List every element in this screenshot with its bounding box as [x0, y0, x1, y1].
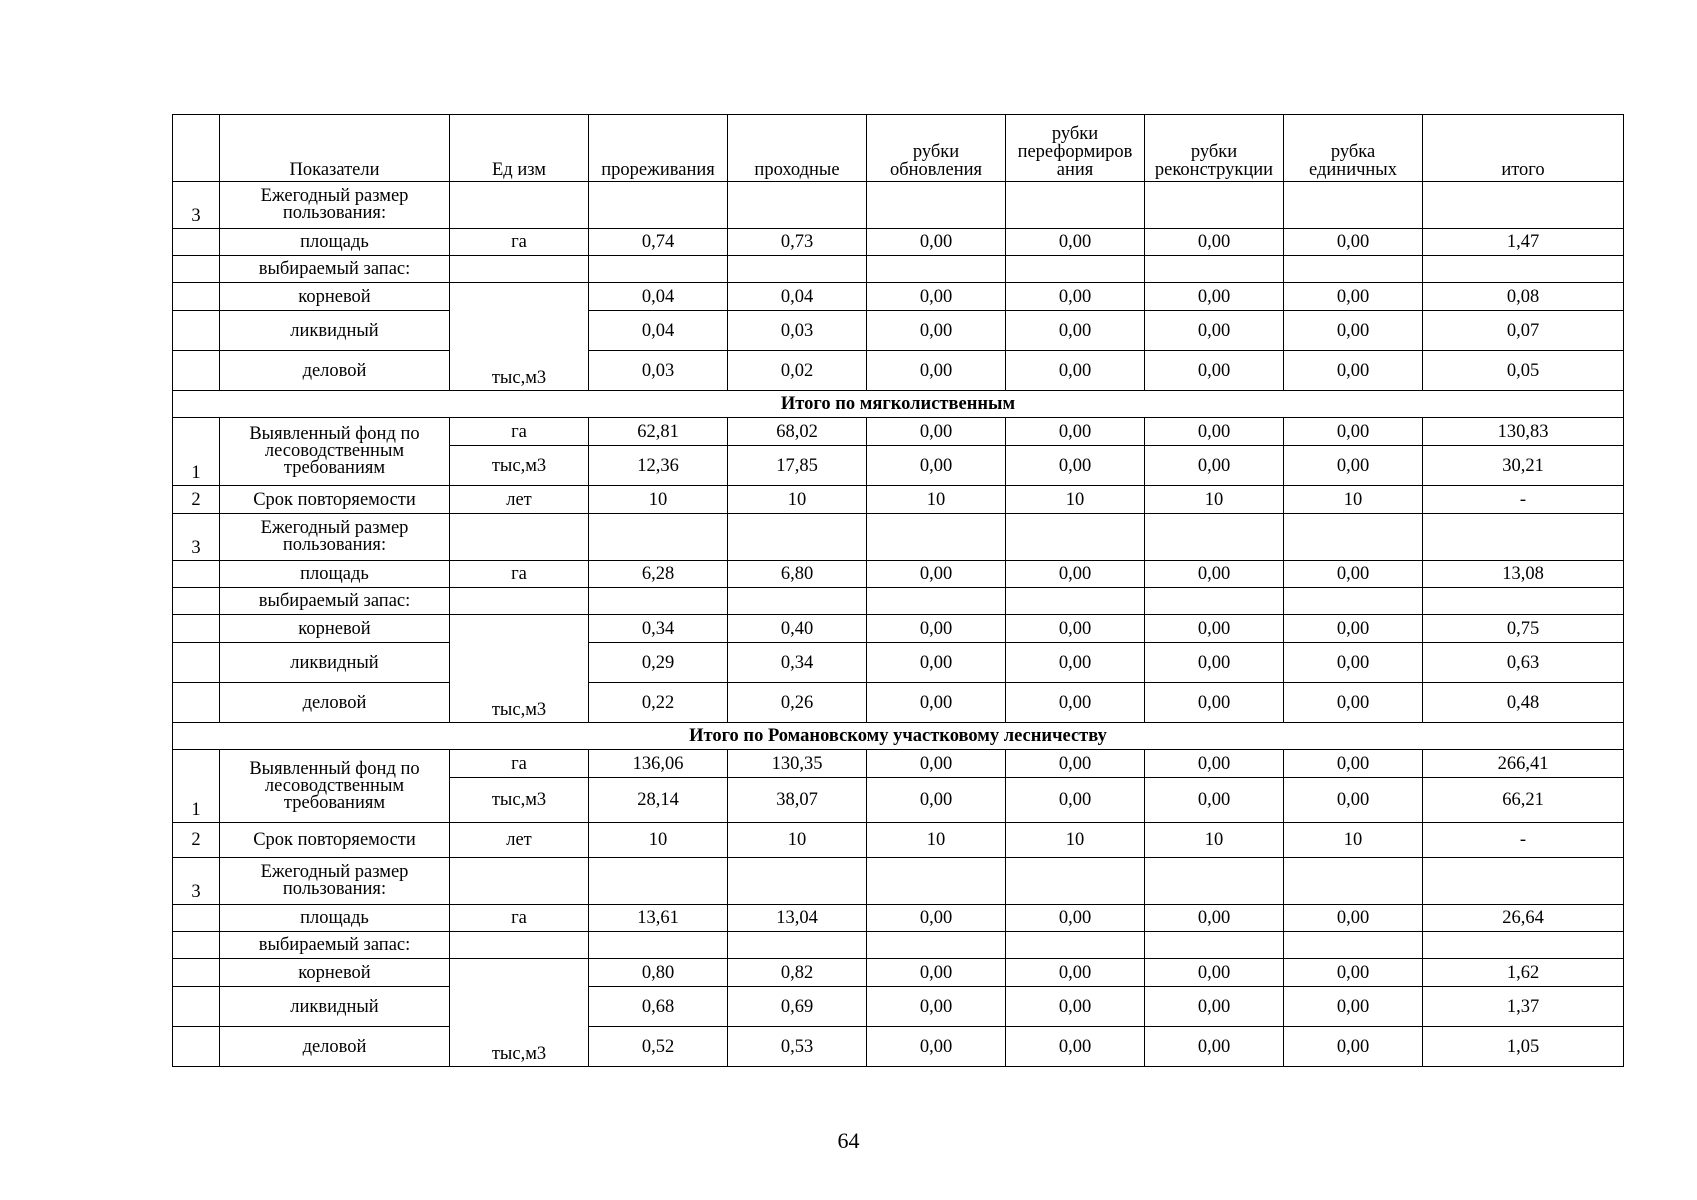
- forest-use-table: [172, 114, 1624, 1067]
- value-cell: 0,00: [1006, 418, 1145, 446]
- stock-heading-row: [173, 932, 1624, 959]
- row-num-cell: [173, 987, 220, 1027]
- value-cell: 38,07: [728, 778, 867, 823]
- empty-cell: [450, 514, 589, 561]
- row-label: площадь: [220, 905, 450, 932]
- value-cell: 0,03: [728, 311, 867, 351]
- empty-cell: [1284, 858, 1423, 905]
- value-cell: 0,00: [1145, 311, 1284, 351]
- empty-cell: [589, 182, 728, 229]
- annual-use-row: [173, 858, 1624, 905]
- value-cell: 17,85: [728, 446, 867, 486]
- row-num-cell: [173, 643, 220, 683]
- value-cell: 0,80: [589, 959, 728, 987]
- value-cell: 0,00: [1284, 311, 1423, 351]
- repeat-row: [173, 486, 1624, 514]
- row-label: площадь: [220, 229, 450, 256]
- row-label: корневой: [220, 283, 450, 311]
- value-cell: 10: [728, 486, 867, 514]
- value-cell: 10: [1284, 486, 1423, 514]
- empty-cell: [589, 514, 728, 561]
- value-cell: 0,00: [867, 351, 1006, 391]
- liquid-stock-row: [173, 311, 1624, 351]
- empty-cell: [1423, 858, 1624, 905]
- empty-cell: [450, 256, 589, 283]
- value-cell: 0,00: [1145, 229, 1284, 256]
- row-number: 3: [173, 514, 220, 561]
- value-cell: 0,75: [1423, 615, 1624, 643]
- row-num-cell: [173, 905, 220, 932]
- empty-cell: [1006, 932, 1145, 959]
- header-total: итого: [1423, 115, 1624, 182]
- value-cell: 0,00: [1006, 1027, 1145, 1067]
- empty-cell: [1006, 858, 1145, 905]
- value-cell: 0,00: [867, 987, 1006, 1027]
- row-label: выбираемый запас:: [220, 932, 450, 959]
- value-cell: -: [1423, 823, 1624, 858]
- value-cell: 0,00: [1006, 446, 1145, 486]
- value-cell: 0,74: [589, 229, 728, 256]
- empty-cell: [1284, 932, 1423, 959]
- value-cell: 0,00: [1284, 351, 1423, 391]
- value-cell: 0,00: [1145, 905, 1284, 932]
- header-thinning: прореживания: [589, 115, 728, 182]
- value-cell: 0,00: [1284, 1027, 1423, 1067]
- value-cell: 0,00: [1006, 643, 1145, 683]
- value-cell: 0,00: [1006, 561, 1145, 588]
- value-cell: 68,02: [728, 418, 867, 446]
- empty-cell: [1423, 588, 1624, 615]
- section-title-row: [173, 723, 1624, 750]
- value-cell: 0,00: [1284, 750, 1423, 778]
- unit-cell: га: [450, 905, 589, 932]
- value-cell: 0,00: [867, 561, 1006, 588]
- row-num-cell: [173, 256, 220, 283]
- business-stock-row: [173, 351, 1624, 391]
- row-number: 3: [173, 182, 220, 229]
- value-cell: 10: [589, 486, 728, 514]
- value-cell: 0,00: [1145, 959, 1284, 987]
- value-cell: 0,00: [1284, 283, 1423, 311]
- row-label: площадь: [220, 561, 450, 588]
- empty-cell: [1145, 858, 1284, 905]
- empty-cell: [867, 514, 1006, 561]
- value-cell: 0,26: [728, 683, 867, 723]
- row-label: выбираемый запас:: [220, 588, 450, 615]
- value-cell: 0,00: [1006, 778, 1145, 823]
- header-single: рубка единичных: [1284, 115, 1423, 182]
- value-cell: 28,14: [589, 778, 728, 823]
- value-cell: 0,00: [1284, 683, 1423, 723]
- header-reformation: рубки переформиров ания: [1006, 115, 1145, 182]
- value-cell: 0,00: [1145, 778, 1284, 823]
- row-label: Срок повторяемости: [220, 823, 450, 858]
- value-cell: 1,05: [1423, 1027, 1624, 1067]
- row-num-cell: [173, 588, 220, 615]
- value-cell: 12,36: [589, 446, 728, 486]
- empty-cell: [450, 932, 589, 959]
- value-cell: 266,41: [1423, 750, 1624, 778]
- value-cell: 0,00: [1284, 418, 1423, 446]
- value-cell: 10: [1284, 823, 1423, 858]
- value-cell: 0,00: [1006, 351, 1145, 391]
- row-num-cell: [173, 959, 220, 987]
- value-cell: 10: [867, 823, 1006, 858]
- row-label: ликвидный: [220, 987, 450, 1027]
- area-row: [173, 229, 1624, 256]
- value-cell: 30,21: [1423, 446, 1624, 486]
- empty-cell: [1006, 588, 1145, 615]
- value-cell: 10: [1145, 823, 1284, 858]
- unit-cell: га: [450, 561, 589, 588]
- value-cell: 10: [589, 823, 728, 858]
- row-number: 3: [173, 858, 220, 905]
- value-cell: 0,00: [1145, 561, 1284, 588]
- row-label: ликвидный: [220, 311, 450, 351]
- value-cell: 0,07: [1423, 311, 1624, 351]
- area-row: [173, 905, 1624, 932]
- empty-cell: [1145, 182, 1284, 229]
- fund-ha-row: [173, 750, 1624, 778]
- empty-cell: [1006, 514, 1145, 561]
- table-header-row: [173, 115, 1624, 182]
- empty-cell: [1006, 256, 1145, 283]
- value-cell: 62,81: [589, 418, 728, 446]
- value-cell: 66,21: [1423, 778, 1624, 823]
- empty-cell: [867, 256, 1006, 283]
- value-cell: 0,00: [1006, 987, 1145, 1027]
- row-label: корневой: [220, 615, 450, 643]
- value-cell: 0,00: [867, 229, 1006, 256]
- value-cell: 0,00: [1145, 446, 1284, 486]
- value-cell: 6,28: [589, 561, 728, 588]
- annual-use-row: [173, 182, 1624, 229]
- value-cell: 0,00: [867, 750, 1006, 778]
- empty-cell: [867, 588, 1006, 615]
- row-label: ликвидный: [220, 643, 450, 683]
- empty-cell: [450, 588, 589, 615]
- header-num: [173, 115, 220, 182]
- value-cell: 0,00: [867, 778, 1006, 823]
- value-cell: 0,04: [589, 311, 728, 351]
- value-cell: 0,00: [1006, 311, 1145, 351]
- value-cell: 0,00: [1284, 959, 1423, 987]
- value-cell: 1,62: [1423, 959, 1624, 987]
- value-cell: 0,00: [1006, 229, 1145, 256]
- value-cell: 0,29: [589, 643, 728, 683]
- value-cell: 0,52: [589, 1027, 728, 1067]
- value-cell: 0,00: [1145, 283, 1284, 311]
- fund-ha-row: [173, 418, 1624, 446]
- value-cell: -: [1423, 486, 1624, 514]
- value-cell: 0,00: [1006, 750, 1145, 778]
- value-cell: 0,00: [1284, 987, 1423, 1027]
- empty-cell: [728, 256, 867, 283]
- value-cell: 0,00: [867, 418, 1006, 446]
- header-reconstruction: рубки реконструкции: [1145, 115, 1284, 182]
- value-cell: 0,00: [1145, 1027, 1284, 1067]
- value-cell: 0,34: [728, 643, 867, 683]
- row-label: выбираемый запас:: [220, 256, 450, 283]
- row-number: 1: [173, 418, 220, 486]
- row-number: 2: [173, 486, 220, 514]
- value-cell: 0,05: [1423, 351, 1624, 391]
- value-cell: 10: [728, 823, 867, 858]
- value-cell: 0,00: [1006, 615, 1145, 643]
- row-label: деловой: [220, 351, 450, 391]
- empty-cell: [1284, 588, 1423, 615]
- value-cell: 0,00: [1284, 446, 1423, 486]
- value-cell: 0,00: [1145, 615, 1284, 643]
- header-passage: проходные: [728, 115, 867, 182]
- value-cell: 0,00: [1284, 229, 1423, 256]
- unit-cell: га: [450, 750, 589, 778]
- value-cell: 0,00: [1145, 418, 1284, 446]
- root-stock-row: [173, 959, 1624, 987]
- value-cell: 0,08: [1423, 283, 1624, 311]
- repeat-row: [173, 823, 1624, 858]
- value-cell: 0,00: [1284, 778, 1423, 823]
- row-num-cell: [173, 1027, 220, 1067]
- unit-cell: лет: [450, 823, 589, 858]
- page-number: 64: [837, 1128, 860, 1153]
- row-label: Выявленный фонд по лесоводственным требованиям: [220, 418, 450, 486]
- empty-cell: [450, 182, 589, 229]
- value-cell: 0,40: [728, 615, 867, 643]
- business-stock-row: [173, 683, 1624, 723]
- value-cell: 0,00: [1006, 905, 1145, 932]
- business-stock-row: [173, 1027, 1624, 1067]
- value-cell: 1,37: [1423, 987, 1624, 1027]
- empty-cell: [867, 182, 1006, 229]
- row-label: деловой: [220, 683, 450, 723]
- value-cell: 0,00: [867, 446, 1006, 486]
- value-cell: 10: [1006, 823, 1145, 858]
- empty-cell: [589, 858, 728, 905]
- empty-cell: [728, 182, 867, 229]
- row-num-cell: [173, 932, 220, 959]
- value-cell: 0,00: [1145, 987, 1284, 1027]
- empty-cell: [1145, 588, 1284, 615]
- stock-heading-row: [173, 588, 1624, 615]
- unit-cell: тыс,м3: [450, 446, 589, 486]
- row-label: Ежегодный размер пользования:: [220, 182, 450, 229]
- value-cell: 0,00: [1284, 905, 1423, 932]
- liquid-stock-row: [173, 643, 1624, 683]
- value-cell: 13,08: [1423, 561, 1624, 588]
- empty-cell: [728, 588, 867, 615]
- empty-cell: [589, 256, 728, 283]
- value-cell: 13,61: [589, 905, 728, 932]
- area-row: [173, 561, 1624, 588]
- value-cell: 130,35: [728, 750, 867, 778]
- root-stock-row: [173, 283, 1624, 311]
- stock-unit-cell: тыс,м3: [450, 283, 589, 391]
- empty-cell: [1145, 256, 1284, 283]
- empty-cell: [1423, 514, 1624, 561]
- row-label: деловой: [220, 1027, 450, 1067]
- value-cell: 130,83: [1423, 418, 1624, 446]
- empty-cell: [1284, 182, 1423, 229]
- value-cell: 0,68: [589, 987, 728, 1027]
- value-cell: 6,80: [728, 561, 867, 588]
- empty-cell: [1006, 182, 1145, 229]
- value-cell: 0,00: [1145, 683, 1284, 723]
- row-num-cell: [173, 615, 220, 643]
- unit-cell: лет: [450, 486, 589, 514]
- value-cell: 0,04: [728, 283, 867, 311]
- value-cell: 10: [867, 486, 1006, 514]
- empty-cell: [728, 932, 867, 959]
- header-unit: Ед изм: [450, 115, 589, 182]
- row-label: Выявленный фонд по лесоводственным требованиям: [220, 750, 450, 823]
- root-stock-row: [173, 615, 1624, 643]
- value-cell: 0,82: [728, 959, 867, 987]
- section-title-row: [173, 391, 1624, 418]
- value-cell: 0,03: [589, 351, 728, 391]
- value-cell: 0,04: [589, 283, 728, 311]
- stock-unit-cell: тыс,м3: [450, 959, 589, 1067]
- row-num-cell: [173, 351, 220, 391]
- value-cell: 0,48: [1423, 683, 1624, 723]
- value-cell: 0,69: [728, 987, 867, 1027]
- row-num-cell: [173, 311, 220, 351]
- section-title: Итого по мягколиственным: [173, 391, 1624, 418]
- value-cell: 10: [1145, 486, 1284, 514]
- row-num-cell: [173, 683, 220, 723]
- row-number: 1: [173, 750, 220, 823]
- empty-cell: [589, 932, 728, 959]
- header-renewal: рубки обновления: [867, 115, 1006, 182]
- value-cell: 0,00: [1145, 643, 1284, 683]
- value-cell: 1,47: [1423, 229, 1624, 256]
- unit-cell: га: [450, 229, 589, 256]
- row-num-cell: [173, 561, 220, 588]
- value-cell: 10: [1006, 486, 1145, 514]
- value-cell: 0,00: [867, 643, 1006, 683]
- row-num-cell: [173, 229, 220, 256]
- value-cell: 0,73: [728, 229, 867, 256]
- value-cell: 0,00: [867, 615, 1006, 643]
- unit-cell: тыс,м3: [450, 778, 589, 823]
- value-cell: 0,00: [1006, 683, 1145, 723]
- value-cell: 0,02: [728, 351, 867, 391]
- empty-cell: [1423, 932, 1624, 959]
- value-cell: 13,04: [728, 905, 867, 932]
- empty-cell: [867, 932, 1006, 959]
- value-cell: 0,00: [1284, 615, 1423, 643]
- empty-cell: [589, 588, 728, 615]
- empty-cell: [1423, 182, 1624, 229]
- value-cell: 136,06: [589, 750, 728, 778]
- section-title: Итого по Романовскому участковому лесничеству: [173, 723, 1624, 750]
- empty-cell: [1145, 514, 1284, 561]
- value-cell: 0,00: [867, 905, 1006, 932]
- empty-cell: [728, 858, 867, 905]
- value-cell: 0,53: [728, 1027, 867, 1067]
- value-cell: 0,63: [1423, 643, 1624, 683]
- header-indicator: Показатели: [220, 115, 450, 182]
- row-label: Срок повторяемости: [220, 486, 450, 514]
- value-cell: 0,00: [867, 283, 1006, 311]
- empty-cell: [1284, 256, 1423, 283]
- liquid-stock-row: [173, 987, 1624, 1027]
- empty-cell: [867, 858, 1006, 905]
- empty-cell: [1145, 932, 1284, 959]
- stock-heading-row: [173, 256, 1624, 283]
- unit-cell: га: [450, 418, 589, 446]
- value-cell: 0,00: [1006, 959, 1145, 987]
- row-num-cell: [173, 283, 220, 311]
- value-cell: 0,00: [1006, 283, 1145, 311]
- value-cell: 0,00: [1284, 643, 1423, 683]
- value-cell: 0,22: [589, 683, 728, 723]
- value-cell: 0,00: [1145, 750, 1284, 778]
- value-cell: 0,34: [589, 615, 728, 643]
- stock-unit-cell: тыс,м3: [450, 615, 589, 723]
- annual-use-row: [173, 514, 1624, 561]
- empty-cell: [1284, 514, 1423, 561]
- empty-cell: [1423, 256, 1624, 283]
- row-number: 2: [173, 823, 220, 858]
- value-cell: 0,00: [867, 959, 1006, 987]
- row-label: Ежегодный размер пользования:: [220, 858, 450, 905]
- empty-cell: [728, 514, 867, 561]
- row-label: корневой: [220, 959, 450, 987]
- value-cell: 0,00: [1284, 561, 1423, 588]
- value-cell: 0,00: [867, 1027, 1006, 1067]
- empty-cell: [450, 858, 589, 905]
- value-cell: 26,64: [1423, 905, 1624, 932]
- value-cell: 0,00: [867, 311, 1006, 351]
- value-cell: 0,00: [867, 683, 1006, 723]
- value-cell: 0,00: [1145, 351, 1284, 391]
- row-label: Ежегодный размер пользования:: [220, 514, 450, 561]
